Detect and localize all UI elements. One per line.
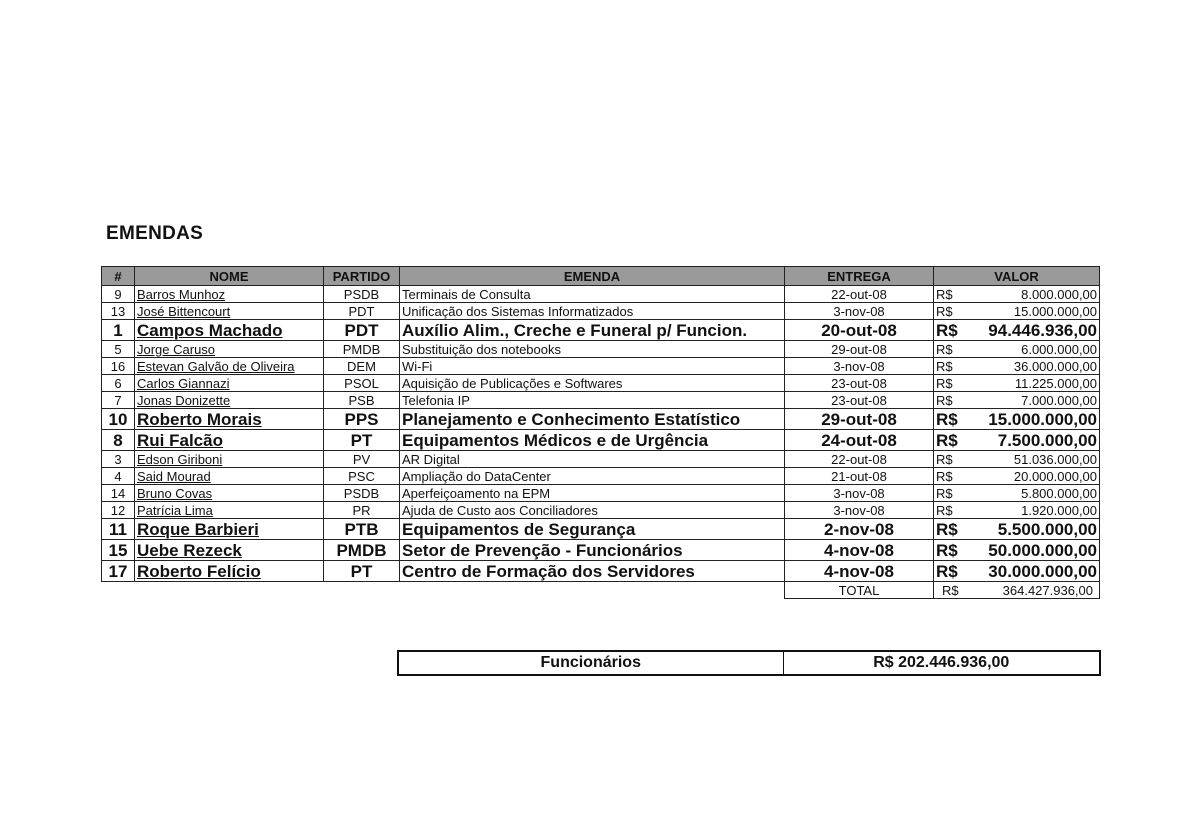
row-amendment: AR Digital [400,451,785,468]
row-party: PV [324,451,400,468]
row-name: Rui Falcão [135,430,324,451]
row-party: PDT [324,303,400,320]
row-number: 10 [102,409,135,430]
row-value: 20.000.000,00 [972,468,1100,485]
table-row [102,320,1100,341]
row-number: 13 [102,303,135,320]
table-row [102,451,1100,468]
row-value: 6.000.000,00 [972,341,1100,358]
row-name: Uebe Rezeck [135,540,324,561]
row-name: Roque Barbieri [135,519,324,540]
row-value: 5.800.000,00 [972,485,1100,502]
row-amendment: Ajuda de Custo aos Conciliadores [400,502,785,519]
row-delivery-date: 3-nov-08 [785,358,934,375]
row-amendment: Equipamentos de Segurança [400,519,785,540]
row-name: Bruno Covas [135,485,324,502]
row-number: 11 [102,519,135,540]
table-row [102,358,1100,375]
row-party: PPS [324,409,400,430]
row-name: José Bittencourt [135,303,324,320]
row-amendment: Ampliação do DataCenter [400,468,785,485]
row-value: 50.000.000,00 [972,540,1100,561]
row-party: PMDB [324,341,400,358]
row-currency: R$ [934,341,972,358]
row-party: PTB [324,519,400,540]
row-number: 9 [102,286,135,303]
row-delivery-date: 4-nov-08 [785,561,934,582]
row-value: 51.036.000,00 [972,451,1100,468]
row-currency: R$ [934,375,972,392]
row-name: Edson Giriboni [135,451,324,468]
row-currency: R$ [934,519,972,540]
row-name: Jorge Caruso [135,341,324,358]
row-value: 8.000.000,00 [972,286,1100,303]
row-value: 7.000.000,00 [972,392,1100,409]
total-label: TOTAL [785,582,934,599]
row-number: 1 [102,320,135,341]
row-amendment: Planejamento e Conhecimento Estatístico [400,409,785,430]
row-value: 1.920.000,00 [972,502,1100,519]
summary-label: Funcionários [398,651,783,675]
row-name: Carlos Giannazi [135,375,324,392]
row-number: 16 [102,358,135,375]
row-name: Patrícia Lima [135,502,324,519]
summary-row [398,651,1100,675]
row-delivery-date: 23-out-08 [785,392,934,409]
row-amendment: Setor de Prevenção - Funcionários [400,540,785,561]
table-row [102,540,1100,561]
row-party: PMDB [324,540,400,561]
row-amendment: Substituição dos notebooks [400,341,785,358]
row-number: 6 [102,375,135,392]
table-row [102,286,1100,303]
total-row [102,582,1100,599]
table-header-row [102,267,1100,286]
row-value: 36.000.000,00 [972,358,1100,375]
row-delivery-date: 22-out-08 [785,451,934,468]
row-currency: R$ [934,540,972,561]
table-row [102,392,1100,409]
row-party: PSDB [324,286,400,303]
row-currency: R$ [934,358,972,375]
row-number: 14 [102,485,135,502]
row-number: 12 [102,502,135,519]
row-currency: R$ [934,485,972,502]
row-value: 15.000.000,00 [972,409,1100,430]
row-party: PSC [324,468,400,485]
row-currency: R$ [934,561,972,582]
row-number: 7 [102,392,135,409]
table-row [102,303,1100,320]
row-currency: R$ [934,392,972,409]
row-amendment: Unificação dos Sistemas Informatizados [400,303,785,320]
row-delivery-date: 29-out-08 [785,341,934,358]
row-value: 94.446.936,00 [972,320,1100,341]
summary-table [397,650,1101,676]
row-delivery-date: 29-out-08 [785,409,934,430]
row-amendment: Terminais de Consulta [400,286,785,303]
row-name: Said Mourad [135,468,324,485]
table-row [102,375,1100,392]
row-party: DEM [324,358,400,375]
row-amendment: Telefonia IP [400,392,785,409]
row-currency: R$ [934,409,972,430]
row-name: Roberto Felício [135,561,324,582]
table-row [102,341,1100,358]
row-delivery-date: 2-nov-08 [785,519,934,540]
row-party: PSOL [324,375,400,392]
row-number: 8 [102,430,135,451]
row-amendment: Aquisição de Publicações e Softwares [400,375,785,392]
row-amendment: Wi-Fi [400,358,785,375]
row-name: Estevan Galvão de Oliveira [135,358,324,375]
table-row [102,502,1100,519]
page-title: EMENDAS [106,223,204,244]
row-currency: R$ [934,451,972,468]
row-delivery-date: 20-out-08 [785,320,934,341]
row-delivery-date: 3-nov-08 [785,502,934,519]
row-delivery-date: 23-out-08 [785,375,934,392]
table-row [102,485,1100,502]
row-name: Barros Munhoz [135,286,324,303]
row-currency: R$ [934,430,972,451]
table-row [102,561,1100,582]
row-name: Jonas Donizette [135,392,324,409]
row-party: PSDB [324,485,400,502]
header-nome: NOME [135,267,324,286]
emendas-table [101,266,1100,599]
row-delivery-date: 21-out-08 [785,468,934,485]
row-value: 30.000.000,00 [972,561,1100,582]
row-number: 5 [102,341,135,358]
row-value: 5.500.000,00 [972,519,1100,540]
row-amendment: Equipamentos Médicos e de Urgência [400,430,785,451]
row-delivery-date: 4-nov-08 [785,540,934,561]
row-delivery-date: 24-out-08 [785,430,934,451]
header-num: # [102,267,135,286]
row-delivery-date: 3-nov-08 [785,303,934,320]
row-party: PDT [324,320,400,341]
row-currency: R$ [934,468,972,485]
row-number: 15 [102,540,135,561]
row-amendment: Centro de Formação dos Servidores [400,561,785,582]
row-number: 3 [102,451,135,468]
header-emenda: EMENDA [400,267,785,286]
row-party: PSB [324,392,400,409]
row-currency: R$ [934,320,972,341]
table-row [102,409,1100,430]
header-valor: VALOR [934,267,1100,286]
summary-value: R$ 202.446.936,00 [783,651,1100,675]
row-currency: R$ [934,303,972,320]
table-row [102,468,1100,485]
row-party: PT [324,430,400,451]
row-delivery-date: 22-out-08 [785,286,934,303]
row-number: 17 [102,561,135,582]
row-delivery-date: 3-nov-08 [785,485,934,502]
row-party: PR [324,502,400,519]
row-value: 11.225.000,00 [972,375,1100,392]
row-currency: R$ [934,286,972,303]
row-value: 15.000.000,00 [972,303,1100,320]
row-name: Campos Machado [135,320,324,341]
header-entrega: ENTREGA [785,267,934,286]
header-partido: PARTIDO [324,267,400,286]
table-row [102,519,1100,540]
total-value: 364.427.936,00 [972,582,1100,599]
row-value: 7.500.000,00 [972,430,1100,451]
row-amendment: Aperfeiçoamento na EPM [400,485,785,502]
row-party: PT [324,561,400,582]
row-currency: R$ [934,502,972,519]
row-name: Roberto Morais [135,409,324,430]
table-body [102,286,1100,582]
row-number: 4 [102,468,135,485]
row-amendment: Auxílio Alim., Creche e Funeral p/ Funcion. [400,320,785,341]
total-currency: R$ [934,582,972,599]
table-row [102,430,1100,451]
